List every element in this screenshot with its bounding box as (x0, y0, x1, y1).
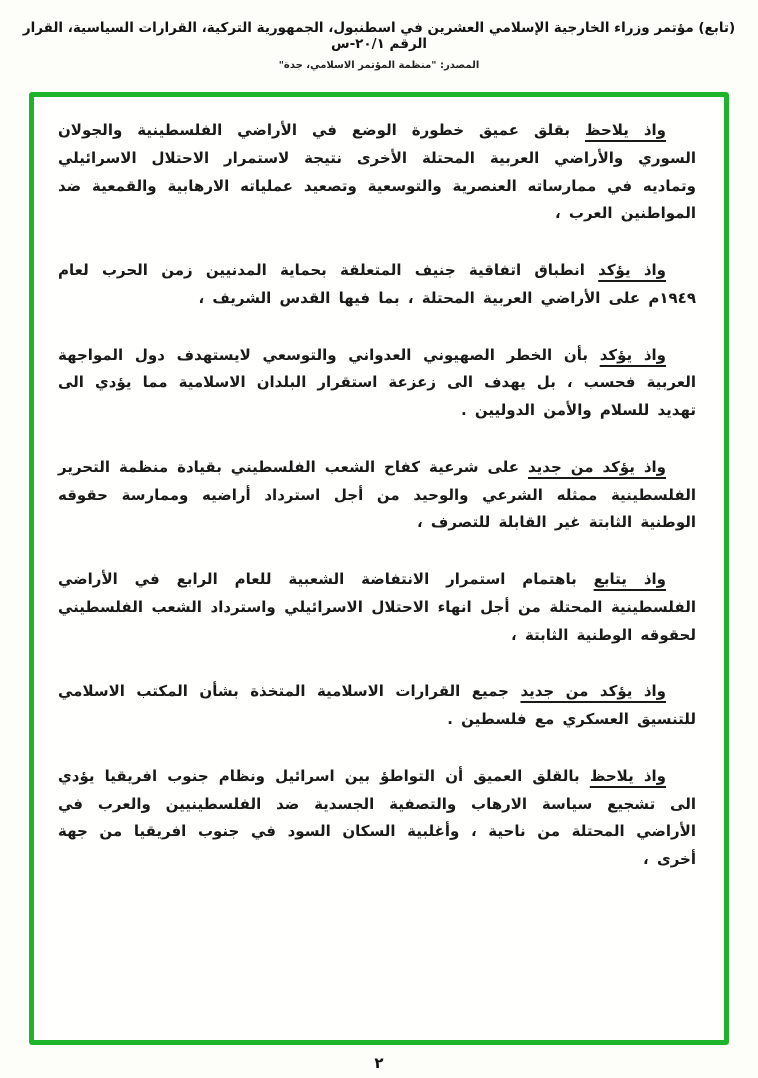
paragraph-lead: واذ يؤكد (598, 261, 666, 279)
paragraph-lead: واذ يلاحظ (589, 766, 666, 785)
paragraph-lead: واذ يؤكد (599, 345, 666, 364)
paragraph-body: بأن الخطر الصهيوني العدواني والتوسعي لايستهدف دول المواجهة العربية فحسب ، بل يهدف الى زعزعة استقرار البلدان الاسلامية مما يؤدي الى تهديد للسلام والأمن الدوليين . (58, 345, 696, 419)
paragraph-body: انطباق اتفاقية جنيف المتعلقة بحماية المدنيين زمن الحرب لعام ١٩٤٩م على الأراضي العربية المحتلة ، بما فيها القدس الشريف ، (58, 261, 696, 307)
paragraph-body: بالقلق العميق أن التواطؤ بين اسرائيل ونظام جنوب افريقيا يؤدي الى تشجيع سياسة الارهاب والتصفية الجسدية ضد الفلسطينيين والعرب في الأراضي المحتلة من ناحية ، وأغلبية السكان السود في جنوب افريقيا من جهة أخرى ، (58, 766, 696, 868)
paragraph-body: على شرعية كفاح الشعب الفلسطيني بقيادة منظمة التحرير الفلسطينية ممثله الشرعي والوحيد من أجل استرداد أراضيه وممارسة حقوقه الوطنية الثابتة غير القابلة للتصرف ، (58, 457, 696, 532)
paragraph-lead: واذ يؤكد من جديد (528, 457, 667, 476)
paragraph (58, 678, 696, 734)
paragraph (58, 342, 696, 425)
paragraph (58, 763, 696, 874)
paragraph-body: بقلق عميق خطورة الوضع في الأراضي الفلسطينية والجولان السوري والأراضي العربية المحتلة الأخرى نتيجة لاستمرار الاحتلال الاسرائيلي وتماديه في ممارساته العنصرية والتوسعية وتصعيد عملياته الارهابية والقمعية ضد المواطنين العرب ، (58, 121, 696, 223)
paragraph (58, 257, 696, 313)
paragraph-body: باهتمام استمرار الانتفاضة الشعبية للعام الرابع في الأراضي الفلسطينية المحتلة من أجل انهاء الاحتلال الاسرائيلي واسترداد الشعب الفلسطيني لحقوقه الوطنية الثابتة ، (58, 570, 696, 644)
document-frame (29, 92, 729, 1045)
source-line: المصدر: "منظمة المؤتمر الاسلامي، جدة" (278, 60, 480, 71)
page-number: ٢ (374, 1054, 384, 1072)
paragraph (58, 566, 696, 649)
paragraph (58, 454, 696, 537)
paragraph-lead: واذ يؤكد من جديد (520, 682, 666, 701)
paragraph-lead: واذ يتابع (593, 570, 666, 588)
paragraph-body: جميع القرارات الاسلامية المتخذة بشأن المكتب الاسلامي للتنسيق العسكري مع فلسطين . (58, 682, 696, 728)
document-header (0, 0, 758, 71)
paragraph-lead: واذ يلاحظ (584, 121, 666, 139)
header-title: (تابع) مؤتمر وزراء الخارجية الإسلامي العشرين في اسطنبول، الجمهورية التركية، القرارات السياسية، القرار الرقم ٢٠/١-س (22, 20, 736, 52)
paragraph (58, 117, 696, 228)
